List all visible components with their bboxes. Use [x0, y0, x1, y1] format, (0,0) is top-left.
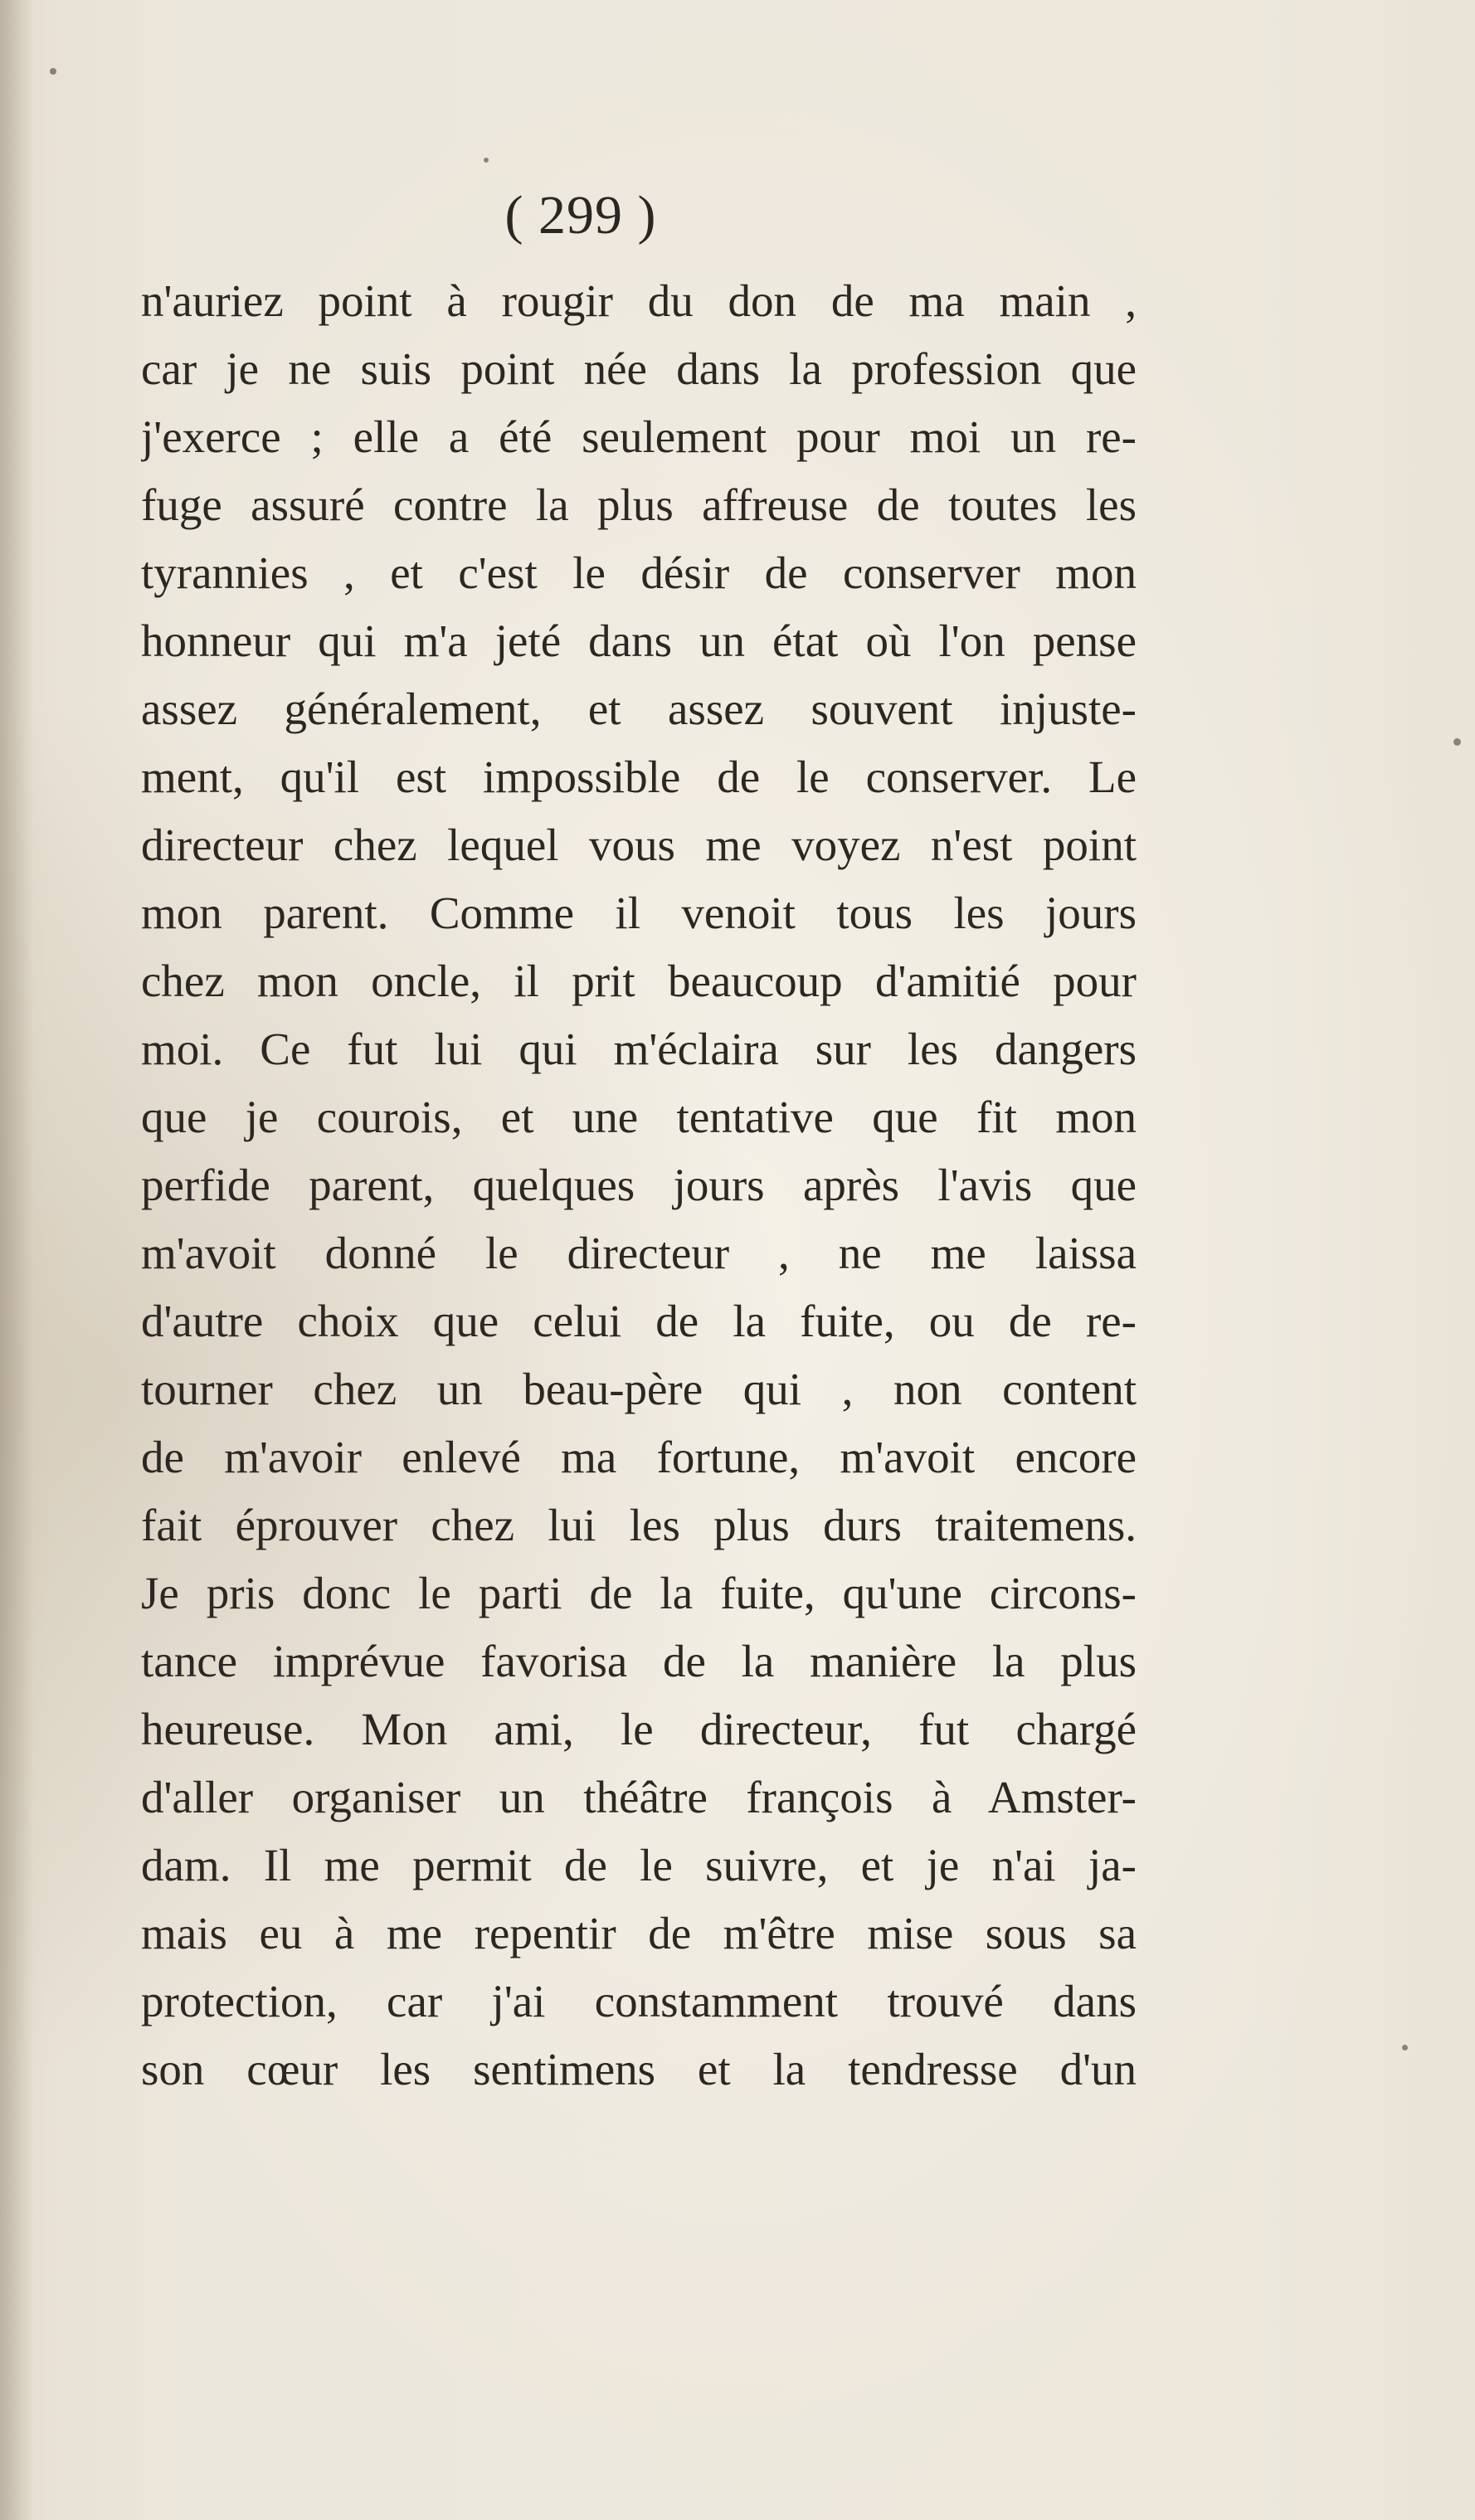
text-line: tourner chez un beau-père qui , non content — [141, 1364, 1137, 1414]
page-number: ( 299 ) — [504, 185, 657, 246]
text-line: mais eu à me repentir de m'être mise sous sa — [141, 1908, 1137, 1958]
text-line: honneur qui m'a jeté dans un état où l'on pense — [141, 615, 1137, 666]
text-line: tance imprévue favorisa de la manière la plus — [141, 1636, 1137, 1686]
text-line: son cœur les sentimens et la tendresse d'un — [141, 2044, 1137, 2094]
text-line: dam. Il me permit de le suivre, et je n'ai ja- — [141, 1840, 1137, 1890]
text-line: directeur chez lequel vous me voyez n'est point — [141, 820, 1137, 870]
text-line: fait éprouver chez lui les plus durs traitemens. — [141, 1500, 1137, 1550]
text-line: d'autre choix que celui de la fuite, ou de re- — [141, 1296, 1137, 1346]
text-line: tyrannies , et c'est le désir de conserver mon — [141, 547, 1137, 598]
text-line: Je pris donc le parti de la fuite, qu'une circons- — [141, 1568, 1137, 1618]
paper-speck — [484, 158, 489, 163]
text-line: assez généralement, et assez souvent injuste- — [141, 684, 1137, 734]
text-line: que je courois, et une tentative que fit mon — [141, 1092, 1137, 1142]
text-line: heureuse. Mon ami, le directeur, fut chargé — [141, 1704, 1137, 1754]
text-line: car je ne suis point née dans la profession que — [141, 343, 1137, 394]
gutter-shadow — [0, 0, 33, 2520]
text-line: protection, car j'ai constamment trouvé dans — [141, 1976, 1137, 2026]
text-line: ment, qu'il est impossible de le conserver. Le — [141, 752, 1137, 802]
text-line: n'auriez point à rougir du don de ma main , — [141, 275, 1137, 326]
paper-speck — [1402, 2045, 1408, 2051]
text-line: d'aller organiser un théâtre françois à Amster- — [141, 1772, 1137, 1822]
text-line: chez mon oncle, il prit beaucoup d'amitié pour — [141, 956, 1137, 1006]
text-line: mon parent. Comme il venoit tous les jours — [141, 888, 1137, 938]
text-line: perfide parent, quelques jours après l'avis que — [141, 1160, 1137, 1210]
text-line: j'exerce ; elle a été seulement pour moi un re- — [141, 411, 1137, 462]
text-line: moi. Ce fut lui qui m'éclaira sur les dangers — [141, 1024, 1137, 1074]
body-text — [141, 267, 1137, 2104]
paper-speck — [50, 68, 56, 75]
text-line: fuge assuré contre la plus affreuse de toutes les — [141, 479, 1137, 530]
text-line: de m'avoir enlevé ma fortune, m'avoit encore — [141, 1432, 1137, 1482]
text-line: m'avoit donné le directeur , ne me laissa — [141, 1228, 1137, 1278]
paper-speck — [1453, 738, 1461, 746]
